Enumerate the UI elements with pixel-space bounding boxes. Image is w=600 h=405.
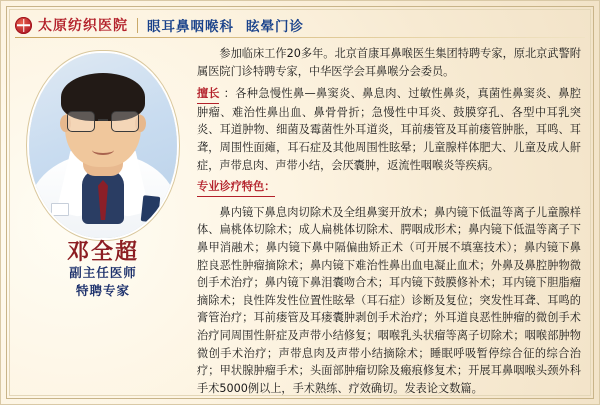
intro-paragraph: 参加临床工作20多年。北京首康耳鼻喉医生集团特聘专家，原北京武警附属医院门诊特聘专家，中华医学会耳鼻喉分会委员。: [197, 47, 581, 78]
content-body: [197, 45, 581, 402]
department-name: 眼耳鼻咽喉科: [147, 19, 234, 34]
expertise-paragraph: [197, 85, 581, 174]
portrait-block: [29, 53, 177, 298]
clinic-name: 眩晕门诊: [246, 19, 304, 34]
features-paragraph: 鼻内镜下鼻息肉切除术及全组鼻窦开放术；鼻内镜下低温等离子儿童腺样体、扁桃体切除术；成人扁桃体切除术、腭咽成形术；鼻内镜下低温等离子下鼻甲消融术；鼻内镜下鼻中隔偏曲矫正术（可开展不填塞技术）；鼻内镜下鼻腔良恶性肿瘤摘除术；鼻内镜下难治性鼻出血电凝止血术；外鼻及鼻腔肿物微创手术治疗；鼻内镜下鼻泪囊吻合术；耳内镜下鼓膜修补术；耳内镜下胆脂瘤摘除术；良性阵发性位置性眩晕（耳石症）诊断及复位；突发性耳聋、耳鸣的膏管治疗；耳前瘘管及耳瘘囊肿剥创手术治疗；外耳道良恶性肿瘤的微创手术治疗同周围性鼾症及声带小结修复；咽喉乳头状瘤等离子切除术；咽喉部肿物微创手术治疗；声带息肉及声带小结摘除术；睡眠呼吸暂停综合征的综合治疗；甲状腺肿瘤手术；头面部肿瘤切除及瘢痕修复术；开展耳鼻咽喉头颈外科手术5000例以上，手术熟练、疗效确切。发表论文数篇。: [197, 205, 581, 395]
features-heading-line: [197, 178, 581, 200]
glasses-bridge: [98, 119, 108, 121]
red-cross-icon: [15, 17, 32, 34]
mouth: [92, 145, 114, 155]
glasses-lens-right: [111, 111, 139, 132]
glasses-lens-left: [67, 111, 95, 132]
header-rule: [15, 37, 585, 38]
pocket-detail: [141, 195, 161, 223]
header: [15, 14, 304, 36]
expertise-label: 擅长: [197, 85, 219, 104]
id-badge: [51, 203, 69, 216]
header-divider: [137, 18, 138, 33]
expertise-text: ：各种急慢性鼻—鼻窦炎、鼻息肉、过敏性鼻炎，真菌性鼻窦炎、鼻腔肿瘤、难治性鼻出血、鼻骨骨折；急慢性中耳炎、鼓膜穿孔、各型中耳乳突炎、耳道肿物、细菌及霉菌性外耳道炎，耳前瘘管及耳前瘘管肿胀，耳鸣、耳聋，周围性面瘫，耳石症及其他周围性眩晕；儿童腺样体肥大、儿童及成人鼾症，声带息肉、声带小结，会厌囊肿，返流性咽喉炎等疾病。: [197, 87, 581, 172]
doctor-photo: [29, 53, 177, 238]
hospital-name: 太原纺织医院: [38, 17, 128, 33]
features-label: 专业诊疗特色：: [197, 178, 275, 197]
doctor-title-primary: 副主任医师: [69, 266, 137, 280]
doctor-name: 邓全超: [66, 239, 139, 264]
doctor-title-secondary: 特聘专家: [75, 284, 130, 298]
